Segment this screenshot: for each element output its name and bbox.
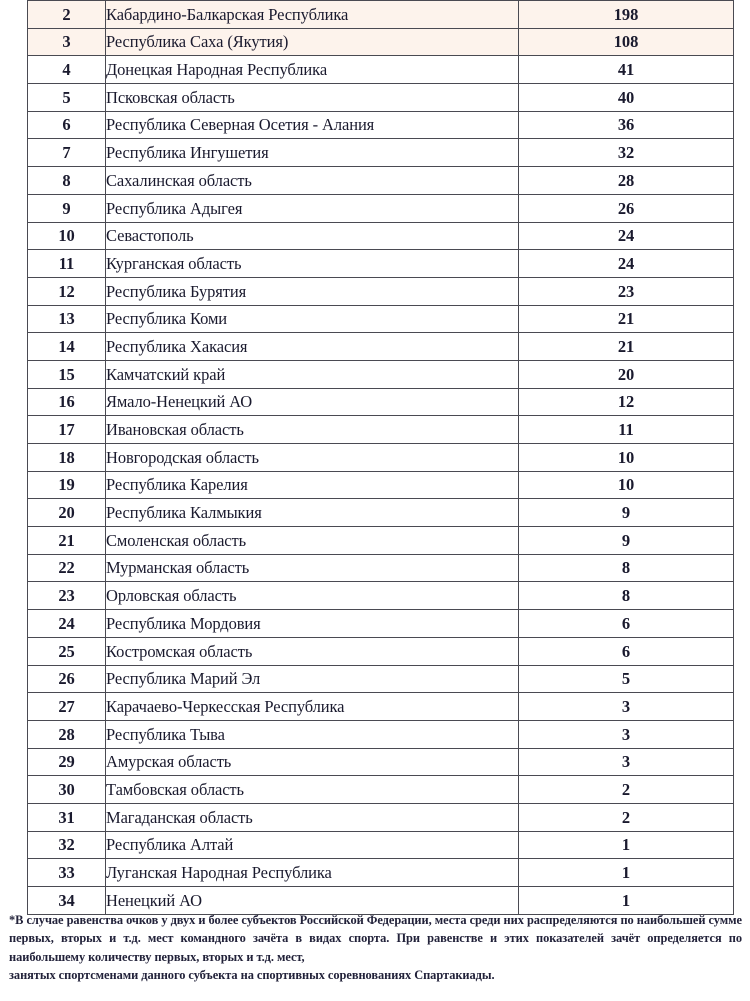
table-row xyxy=(28,56,734,84)
cell-region-name: Республика Алтай xyxy=(106,831,519,859)
standings-table-container xyxy=(27,0,733,915)
cell-score: 26 xyxy=(519,194,734,222)
cell-region-name: Луганская Народная Республика xyxy=(106,859,519,887)
cell-score: 108 xyxy=(519,28,734,56)
table-row xyxy=(28,416,734,444)
cell-rank: 12 xyxy=(28,277,106,305)
table-row xyxy=(28,610,734,638)
cell-region-name: Ненецкий АО xyxy=(106,887,519,915)
cell-rank: 34 xyxy=(28,887,106,915)
cell-score: 6 xyxy=(519,637,734,665)
cell-rank: 33 xyxy=(28,859,106,887)
cell-score: 3 xyxy=(519,720,734,748)
cell-score: 8 xyxy=(519,582,734,610)
cell-rank: 22 xyxy=(28,554,106,582)
cell-region-name: Республика Ингушетия xyxy=(106,139,519,167)
cell-region-name: Республика Хакасия xyxy=(106,333,519,361)
cell-score: 12 xyxy=(519,388,734,416)
standings-table xyxy=(27,0,734,915)
table-row xyxy=(28,693,734,721)
table-row xyxy=(28,665,734,693)
cell-rank: 29 xyxy=(28,748,106,776)
cell-rank: 30 xyxy=(28,776,106,804)
table-row xyxy=(28,831,734,859)
cell-score: 24 xyxy=(519,222,734,250)
cell-rank: 9 xyxy=(28,194,106,222)
cell-score: 28 xyxy=(519,167,734,195)
cell-rank: 17 xyxy=(28,416,106,444)
cell-rank: 15 xyxy=(28,360,106,388)
cell-score: 36 xyxy=(519,111,734,139)
cell-rank: 16 xyxy=(28,388,106,416)
cell-rank: 26 xyxy=(28,665,106,693)
table-row xyxy=(28,1,734,29)
cell-score: 21 xyxy=(519,333,734,361)
cell-region-name: Республика Марий Эл xyxy=(106,665,519,693)
cell-score: 1 xyxy=(519,859,734,887)
cell-rank: 28 xyxy=(28,720,106,748)
cell-region-name: Донецкая Народная Республика xyxy=(106,56,519,84)
table-row xyxy=(28,250,734,278)
cell-score: 9 xyxy=(519,499,734,527)
footnote-body: В случае равенства очков у двух и более субъектов Российской Федерации, места среди них распределяются по наибольшей сумме первых, вторых и т.д. мест командного зачёта в видах спорта. При равенстве и этих показателей зачёт определяется по наибольшему количеству первых, вторых и т.д. мест, xyxy=(9,913,742,964)
table-row xyxy=(28,111,734,139)
table-row xyxy=(28,444,734,472)
cell-region-name: Республика Саха (Якутия) xyxy=(106,28,519,56)
cell-region-name: Смоленская область xyxy=(106,527,519,555)
cell-region-name: Амурская область xyxy=(106,748,519,776)
cell-region-name: Республика Карелия xyxy=(106,471,519,499)
table-row xyxy=(28,388,734,416)
cell-rank: 2 xyxy=(28,1,106,29)
cell-rank: 7 xyxy=(28,139,106,167)
cell-region-name: Республика Бурятия xyxy=(106,277,519,305)
cell-rank: 27 xyxy=(28,693,106,721)
table-row xyxy=(28,527,734,555)
cell-score: 2 xyxy=(519,803,734,831)
table-row xyxy=(28,499,734,527)
cell-region-name: Орловская область xyxy=(106,582,519,610)
cell-region-name: Ямало-Ненецкий АО xyxy=(106,388,519,416)
cell-region-name: Псковская область xyxy=(106,84,519,112)
cell-region-name: Республика Калмыкия xyxy=(106,499,519,527)
table-row xyxy=(28,554,734,582)
table-row xyxy=(28,84,734,112)
cell-score: 6 xyxy=(519,610,734,638)
cell-score: 8 xyxy=(519,554,734,582)
table-row xyxy=(28,471,734,499)
cell-rank: 4 xyxy=(28,56,106,84)
table-row xyxy=(28,637,734,665)
cell-score: 9 xyxy=(519,527,734,555)
cell-rank: 8 xyxy=(28,167,106,195)
cell-rank: 31 xyxy=(28,803,106,831)
cell-score: 23 xyxy=(519,277,734,305)
table-row xyxy=(28,720,734,748)
cell-rank: 3 xyxy=(28,28,106,56)
table-row xyxy=(28,859,734,887)
cell-rank: 23 xyxy=(28,582,106,610)
cell-rank: 19 xyxy=(28,471,106,499)
cell-region-name: Республика Тыва xyxy=(106,720,519,748)
table-row xyxy=(28,139,734,167)
cell-rank: 14 xyxy=(28,333,106,361)
cell-score: 10 xyxy=(519,444,734,472)
cell-region-name: Курганская область xyxy=(106,250,519,278)
table-row xyxy=(28,360,734,388)
cell-score: 10 xyxy=(519,471,734,499)
cell-region-name: Кабардино-Балкарская Республика xyxy=(106,1,519,29)
table-row xyxy=(28,333,734,361)
cell-region-name: Костромская область xyxy=(106,637,519,665)
cell-region-name: Сахалинская область xyxy=(106,167,519,195)
cell-rank: 18 xyxy=(28,444,106,472)
table-row xyxy=(28,194,734,222)
cell-rank: 21 xyxy=(28,527,106,555)
table-row xyxy=(28,277,734,305)
cell-region-name: Ивановская область xyxy=(106,416,519,444)
cell-rank: 5 xyxy=(28,84,106,112)
cell-region-name: Севастополь xyxy=(106,222,519,250)
cell-score: 2 xyxy=(519,776,734,804)
footnote xyxy=(9,911,742,985)
cell-score: 1 xyxy=(519,887,734,915)
cell-rank: 20 xyxy=(28,499,106,527)
cell-score: 5 xyxy=(519,665,734,693)
table-row xyxy=(28,222,734,250)
cell-score: 40 xyxy=(519,84,734,112)
table-row xyxy=(28,582,734,610)
cell-region-name: Республика Коми xyxy=(106,305,519,333)
cell-region-name: Республика Северная Осетия - Алания xyxy=(106,111,519,139)
cell-score: 1 xyxy=(519,831,734,859)
table-row xyxy=(28,776,734,804)
cell-score: 11 xyxy=(519,416,734,444)
cell-rank: 10 xyxy=(28,222,106,250)
cell-rank: 24 xyxy=(28,610,106,638)
cell-region-name: Республика Адыгея xyxy=(106,194,519,222)
cell-rank: 11 xyxy=(28,250,106,278)
cell-region-name: Магаданская область xyxy=(106,803,519,831)
cell-score: 3 xyxy=(519,693,734,721)
cell-rank: 32 xyxy=(28,831,106,859)
table-row xyxy=(28,28,734,56)
table-row xyxy=(28,748,734,776)
table-row xyxy=(28,305,734,333)
cell-rank: 13 xyxy=(28,305,106,333)
table-row xyxy=(28,803,734,831)
table-row xyxy=(28,167,734,195)
cell-region-name: Мурманская область xyxy=(106,554,519,582)
cell-region-name: Тамбовская область xyxy=(106,776,519,804)
footnote-last-line: занятых спортсменами данного субъекта на спортивных соревнованиях Спартакиады. xyxy=(9,968,495,983)
cell-region-name: Республика Мордовия xyxy=(106,610,519,638)
cell-region-name: Новгородская область xyxy=(106,444,519,472)
cell-score: 32 xyxy=(519,139,734,167)
standings-table-body xyxy=(28,1,734,915)
cell-region-name: Карачаево-Черкесская Республика xyxy=(106,693,519,721)
cell-score: 24 xyxy=(519,250,734,278)
cell-score: 21 xyxy=(519,305,734,333)
cell-score: 3 xyxy=(519,748,734,776)
cell-score: 41 xyxy=(519,56,734,84)
cell-rank: 6 xyxy=(28,111,106,139)
cell-score: 198 xyxy=(519,1,734,29)
footnote-marker: * xyxy=(9,913,16,927)
cell-rank: 25 xyxy=(28,637,106,665)
cell-score: 20 xyxy=(519,360,734,388)
cell-region-name: Камчатский край xyxy=(106,360,519,388)
